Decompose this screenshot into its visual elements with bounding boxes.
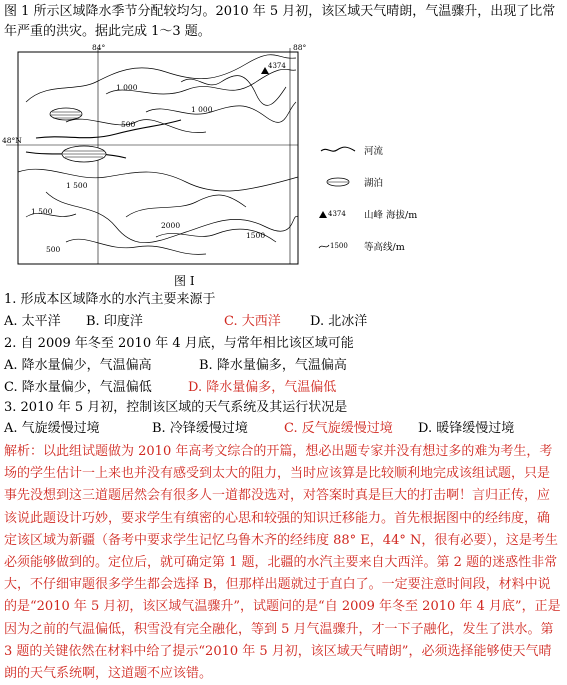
legend-contour [318,236,405,256]
q3-option-d: D. 暖锋缓慢过境 [418,421,515,436]
q1-option-d: D. 北冰洋 [310,314,368,329]
river-icon [318,142,358,158]
contour-label: 500 [46,245,61,254]
lake-shape [50,108,82,120]
figure-caption: 图 I [174,274,195,288]
contour-label: 2000 [161,221,181,230]
contour-line [18,169,298,191]
question-1-stem: 1. 形成本区域降水的水汽主要来源于 [4,292,216,307]
contour-label: 1 000 [116,83,138,92]
legend-peak-label: 山峰 海拔/m [364,210,418,221]
analysis-text: 解析：以此组试题做为 2010 年高考文综合的开篇，想必出题专家并没有想过多的难为考生，考场的学生估计一上来也并没有感受到太大的阻力，当时应该算是比较顺利地完成该组试题，只是事先没想到这三道题居然会有很多人一道都没选对，对答案时真是巨大的打击啊！言归正传，应该说此题设计巧妙，要求学生有缜密的心思和较强的知识迁移能力。首先根据图中的经纬度，确定该区域为新疆（备考中要求学生记忆乌鲁木齐的经纬度 88° E，44° N，很有必要），这是考生必须能够做到的。定位后，就可确定第 1 题，北疆的水汽主要来自大西洋。第 2 题的迷惑性非常大，不仔细审题很多学生都会选择 B，但那样出题就过于直白了。一定要注意时间段，材料中说的是“2010 年 5 月初，该区域气温骤升”，试题问的是“自 2009 年冬至 2010 年 4 月底”，正是因为之前的气温偏低，积雪没有完全融化，等到 5 月气温骤升，才一下子融化，发生了洪水。第 3 题的关键依然在材料中给了提示“2010 年 5 月初，该区域天气晴朗”，必须选择能够使天气晴朗的天气系统啊，这道题不应该错。 [4,444,561,682]
q3-option-a: A. 气旋缓慢过境 [4,421,100,436]
peak-value: 4374 [268,62,286,70]
contour-label: 500 [121,120,136,129]
contour-line [26,55,296,102]
contour-line [126,195,246,217]
lat-label: 48°N [2,136,22,145]
contour-label: 1500 [246,231,266,240]
legend-river [318,140,383,160]
question-3-stem: 3. 2010 年 5 月初，控制该区域的天气系统及其运行状况是 [4,400,348,415]
contour-label: 1 000 [191,105,213,114]
lake-shape [62,146,106,162]
q2-option-b: B. 降水量偏多，气温偏高 [199,358,347,373]
contour-label: 1 500 [66,181,88,190]
intro-text: 图 1 所示区域降水季节分配较均匀。2010 年 5 月初，该区域天气晴朗，气温骤升，出现了比常年严重的洪灾。据此完成 1～3 题。 [4,4,556,39]
legend-peak-value: 4374 [328,210,346,218]
contour-line [66,119,206,133]
contour-icon [318,238,358,254]
map-legend [318,140,563,270]
q3-option-b: B. 冷锋缓慢过境 [152,421,248,436]
legend-contour-value: 1500 [330,242,348,250]
legend-lake [318,172,383,192]
q3-option-c: C. 反气旋缓慢过境 [284,421,393,436]
question-2-stem: 2. 自 2009 年冬至 2010 年 4 月底，与常年相比该区域可能 [4,336,354,351]
lake-icon [318,174,358,190]
q2-option-d: D. 降水量偏多，气温偏低 [188,380,337,395]
lon-left-label: 84° [92,43,106,52]
contour-label: 1 500 [31,207,53,216]
contour-line [146,102,296,122]
q1-option-a: A. 太平洋 [4,314,61,329]
legend-contour-label: 等高线/m [364,242,405,253]
q1-option-c: C. 大西洋 [224,314,281,329]
peak-icon [318,206,358,222]
legend-river-label: 河流 [364,146,384,157]
q2-option-c: C. 降水量偏少，气温偏低 [4,380,152,395]
river-line [36,120,181,138]
q1-option-b: B. 印度洋 [86,314,143,329]
lon-right-label: 88° [293,43,307,52]
legend-peak [318,204,417,224]
legend-lake-label: 湖泊 [364,178,384,189]
q2-option-a: A. 降水量偏少，气温偏高 [4,358,152,373]
